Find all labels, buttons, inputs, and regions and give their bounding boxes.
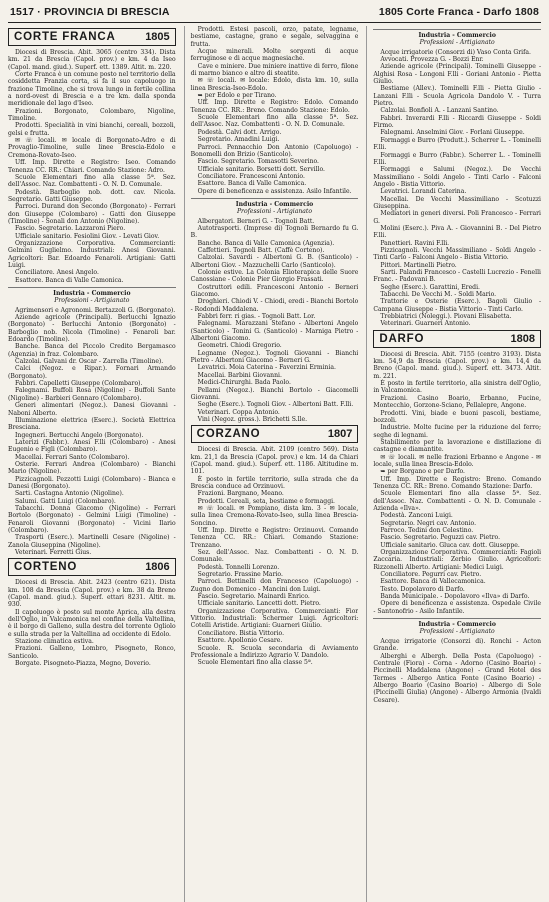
town-heading-corte-franca: CORTE FRANCA 1805: [8, 28, 176, 46]
entry: Prodotti. Vini, biade e buoni pascoli, bestiame, bozzoli.: [373, 409, 542, 424]
listing: Sarti. Castagna Antonio (Nigoline).: [15, 490, 124, 498]
entry: Segretario. Frassine Mario.: [197, 571, 283, 579]
listing: Tabacchi. Donna Giacomo (Nigoline) - Ferrari Bortolo (Borgonato) - Gelmini Luigi (Timoline) - Fenaroli Giovanni (Borgonato) - Vicini Ilario (Colombaro).: [8, 504, 176, 534]
listing: Vini (Negoz. gross.). Brichetti S.lle.: [197, 415, 308, 423]
entry: Opere di beneficenza e assistenza. Ospedale Civile - Santonofrio - Asilo Infantile.: [373, 600, 542, 615]
listing: Bestiame (Allev.). Tominelli F.lli - Pietta Giulio - Lanzani F.lli - Scuola Agricola Dandolo V. - Turra Pietro.: [373, 85, 542, 108]
entry: Esattore. Banca di Valle Camonica.: [15, 276, 124, 284]
entry: Fascio. Segretario. Tomasotti Severino.: [197, 158, 319, 166]
listing: Seghe (Eserc.). Tognoli Giov. - Albertoni Batt. F.lli.: [197, 401, 354, 409]
entry: Uff. Imp. Dirette e Registro: Breno. Comando Tenenza CC. RR.: Breno. Comando Stazione: Darfo.: [373, 475, 542, 490]
listing: Legname (Negoz.). Tognoli Giovanni - Bianchi Pietro - Albertoni Giacomo - Berneri G.: [190, 349, 359, 365]
entry: Prodotti. Specialità in vini bianchi, cereali, bozzoli, gelsi e frutta.: [8, 122, 176, 137]
entry: Fascio. Segretario. Peguzzi cav. Pietro.: [380, 534, 501, 542]
header-left: 1517 · PROVINCIA DI BRESCIA: [10, 6, 170, 18]
entry: Frazioni. Galleno, Lombro, Pisogneto, Ronco, Santicolo.: [8, 645, 176, 660]
entry: Podestà. Barboglio nob. dott. cav. Nicola. Segretario. Gatti Giuseppe.: [8, 188, 176, 203]
listing: Panettieri. Ravini F.lli.: [380, 239, 450, 247]
entry: ✉ ☏ locali. ✉ locale di Borgonato-Adro e di Provaglio-Timoline, sulle linee Brescia-Edolo e Cremona-Rovato-Iseo.: [8, 137, 176, 159]
entry: Diocesi di Brescia. Abit. 7155 (centro 3193). Dista km. 54,9 da Brescia (Capol. prov.) e km. 14,4 da Breno (Capol. mand. giud.). Superf. ett. 3473. Altit. m. 221.: [373, 350, 542, 380]
town-heading-corteno: CORTENO 1806: [8, 558, 176, 576]
listing: Molini (Eserc.). Piva A. - Giovannini B. - Del Pietro F.lli.: [373, 224, 542, 240]
entry: Conciliatore. Pegurri cav. Pietro.: [380, 571, 482, 579]
entry: Scuole Elementari fino alla classe 5ª. Sez. dell'Assoc. Naz. Combattenti - O. N. D. Comunale.: [8, 173, 176, 189]
entry: Stabilimento per la lavorazione e distillazione di castagne e diamantite.: [373, 438, 542, 454]
entry: Il capoluogo è posto sul monte Aprica, alla destra dell'Oglio, in Valcamonica nel confine della Valtellina, è il borgo di Galleno, sulla destra del torrente Ogliolo e sulla strada per la Valtellina ad occidente di Edolo.: [8, 608, 176, 638]
listing: Fabbri. Inverardi F.lli - Riccardi Giuseppe - Soldi Firmo.: [373, 114, 542, 130]
entry: Organizzazione Corporativa. Commercianti: Fagioli Zaccaria. Industriali: Zerbio Giulio. Agricoltori: Rizzonelli Alberto. Artigiani: Medici Luigi.: [373, 549, 542, 571]
listing: Veterinari. Guarneri Antonio.: [380, 320, 471, 328]
entry: Frazioni. Borgonato, Colombaro, Nigoline, Timoline.: [8, 107, 176, 123]
listing: Ingegneri. Bertucchi Angelo (Borgonato).: [15, 431, 144, 439]
listing: Tabacchi. De Vecchi M. - Soldi Mario.: [380, 291, 497, 299]
listing: Formaggi e Burro (Fabbr.). Scherrer L. - Tominelli F.lli.: [373, 151, 542, 166]
column-1: [8, 26, 176, 902]
listing: Falegnami. Anselmini Giov. - Forlani Giuseppe.: [380, 129, 525, 137]
listing: Illuminazione elettrica (Eserc.). Società Elettrica Bresciana.: [8, 416, 176, 432]
columns: [8, 26, 541, 902]
listing: Fabbri ferr. ri gias. - Tognoli Batt. Lor.: [197, 313, 316, 321]
section-heading: Industria - Commercio Professioni - Artigianato: [191, 198, 359, 216]
listing: Formaggi e Burro (Produtt.). Scherrer L. - Tominelli F.lli.: [373, 136, 542, 152]
entry: Sez. dell'Assoc. Naz. Combattenti - O. N. D. Comunale.: [190, 549, 359, 564]
entry: Conciliatore. Bistia Vittorio.: [197, 629, 285, 637]
entry: Ufficiale sanitario. Lancetti dott. Pietro.: [197, 600, 321, 608]
entry: Uff. Imp. Dirette e Registro: Orzinuovi. Comando Tenenza CC. RR.: Chiari. Comando Stazione: Trenzano.: [190, 527, 359, 549]
entry: ✉ ☏ locali. ✉ locale: Edolo, dista km. 10, sulla linea Brescia-Iseo-Edolo.: [190, 77, 359, 92]
entry: Scuole. R. Scuola secondaria di Avviamento Professionale a Indirizzo Agrario V. Dandolo.: [190, 644, 359, 659]
entry: Cave e miniere. Due miniere inattive di ferro, filone di marmo bianco e altro di steatite.: [190, 62, 359, 78]
entry: Uff. Imp. Dirette e Registro: Edolo. Comando Tenenza CC. RR.: Breno. Comando Stazione: Edolo.: [190, 99, 359, 114]
entry: Diocesi di Brescia. Abit. 3065 (centro 334). Dista km. 21 da Brescia (Capol. prov.) e km. 4 da Iseo (Capol. mand. giud.). Superf. ett. 1389. Altit. m. 220.: [8, 49, 176, 71]
entry: Stazione climatica estiva.: [15, 638, 94, 646]
entry: Segretario. Amadini Luigi.: [197, 136, 280, 144]
page-header: [8, 6, 541, 23]
listing: Caffettieri. Tognoli Batt. (Caffè Corteno).: [197, 246, 325, 254]
listing: Osterie. Ferrari Andrea (Colombaro) - Bianchi Mario (Nigoline).: [8, 460, 176, 476]
listing: Agrimensori e Agronomi. Bertazzoli G. (Borgonato).: [15, 306, 176, 314]
listing: Calzolai. Savardi - Albertoni G. B. (Santicolo) - Albertoni Giov. - Mazzuchelli Carlo (Santicolo).: [190, 254, 359, 269]
column-3: [366, 26, 541, 902]
listing: Acque irrigatorie (Consorzi di) Vaso Conta Grifa.: [380, 48, 531, 56]
entry: È posto in fertile territorio, sulla strada che da Brescia conduce ad Orzinuovi.: [190, 475, 359, 490]
listing: Avvocati. Provezza G. - Bozzi Enr.: [380, 56, 484, 64]
listing: Trasporti (Eserc.). Martinelli Cesare (Nigoline) - Zanola Giuseppina (Nigoline).: [8, 534, 176, 549]
entry: Fascio. Segretario. Lazzaroni Piero.: [15, 225, 126, 233]
entry: Scuole Elementari fino alla classe 5ª. Sez. dell'Assoc. Naz. Combattenti - O. N. D. Comunale.: [190, 114, 359, 129]
entry: Podestà. Calvi dott. Arrigo.: [197, 128, 282, 136]
entry: Prodotti. Estesi pascoli, orzo, patate, legname, bestiame, castagne, grano e segale, selvaggina e frutta.: [190, 26, 359, 48]
listing: Generi alimentari (Negoz.). Danesi Giovanni - Naboni Alberto.: [8, 402, 176, 417]
entry: Uff. Imp. Dirette e Registro: Iseo. Comando Tenenza CC. RR.: Chiari. Comando Stazione: Adro.: [8, 159, 176, 174]
entry: Podestà. Zanconi Luigi.: [380, 512, 453, 520]
listing: Trattorie e Osterie (Eserc.). Bagoli Giulio - Campana Giuseppe - Bistia Vittorio - Tinti Carlo.: [373, 298, 542, 313]
entry: Diocesi di Brescia. Abit. 2423 (centro 621). Dista km. 108 da Brescia (Capol. prov.) e km. 38 da Breno (Capol. mand. giud.). Superf. ettari 8231. Altit. m. 930.: [8, 579, 176, 609]
header-right: 1805 Corte Franca - Darfo 1808: [378, 6, 539, 18]
entry: Esattore. Apollonio Cesare.: [197, 637, 283, 645]
entry: Parroci. Pennacchio Don Antonio (Capoluogo) - Bonomelli don Brizio (Santicolo).: [190, 143, 359, 158]
listing: Geometri. Chiodi Gregorio.: [197, 342, 282, 350]
entry: ✉ ☏ locali. ✉ Pompiano, dista km. 3 - ✉ locale, sulla linea Cremona-Rovato-Iseo, sulla linea Brescia-Soncino.: [190, 504, 359, 527]
listing: Pizzicagnoli. Vecchi Massimiliano - Soldi Angelo - Tinti Carlo - Falconi Angelo - Bistia Vittorio.: [373, 246, 542, 262]
listing: Falegnami. Buffoli Rosa (Nigoline) - Buffoli Sante (Nigoline) - Barbieri Gennaro (Colombaro).: [8, 387, 176, 402]
listing: Mediatori in generi diversi. Poli Francesco - Ferrari G.: [373, 210, 542, 225]
entry: Segretario. Negri cav. Antonio.: [380, 519, 477, 527]
entry: Frazioni. Bargnano, Meano.: [197, 490, 284, 498]
entry: Conciliatore. Francesconi Antonio.: [197, 172, 305, 180]
listing: Seghe (Eserc.). Garattini, Eredi.: [380, 283, 480, 291]
listing: Laterizi (Fabbr.). Anesi F.lli (Colombaro) - Anesi Eugenio e Figli (Colombaro).: [8, 438, 176, 454]
listing: Macellai. Ferrari Santo (Colombaro).: [15, 453, 130, 461]
column-2: [184, 26, 359, 902]
entry: Organizzazione Corporativa. Commercianti: Fior Vittorio. Industriali: Schermer Luigi. Agricoltori: Cotelli Aristide. Artigiani: Guarneri Giulio.: [190, 607, 359, 630]
section-heading: Industria - Commercio Professioni - Artigianato: [373, 29, 541, 47]
entry: Opere di beneficenza e assistenza. Asilo Infantile.: [197, 187, 352, 195]
entry: Acque minerali. Molte sorgenti di acque ferruginose e di acque magnesiache.: [190, 48, 359, 63]
entry: Parroco. Tedini don Celestino.: [380, 527, 474, 534]
section-heading: Industria - Commercio Professioni - Artigianato: [8, 287, 176, 305]
entry: È posto in fertile territorio, alla sinistra dell'Oglio, in Valcamonica.: [373, 380, 542, 395]
listing: Medici-Chirurghi. Bada Paolo.: [197, 379, 291, 387]
listing: Aziende agricole (Principali). Tominelli Giuseppe - Alghisi Rosa - Longoni F.lli - Goriani Antonio - Pietta Giulio.: [373, 63, 542, 86]
listing: Trebbiatrici (Noleggi.). Piovani Elisabetta.: [380, 313, 512, 321]
listing: Macellai. Barbini Giovanni.: [197, 371, 282, 379]
entry: ➥ per Edolo e per Tirano.: [197, 92, 277, 100]
listing: Banche. Banca di Valle Camonica (Agenzia).: [197, 239, 335, 247]
listing: Sarti. Palandi Francesco - Castelli Lucrezio - Fenelli Franc. - Padovani B.: [373, 269, 542, 284]
listing: Pellami (Negoz.). Bianchi Bortolo - Giacomelli Giovanni.: [190, 386, 359, 401]
entry: Scuole Elementari fino alla classe 5ª. Sez. dell'Assoc. Naz. Combattenti - O. N. D. Comunale - Azienda «Ilva».: [373, 490, 542, 512]
listing: Salumi. Gatti Luigi (Colombaro).: [15, 497, 116, 505]
entry: Parroci. Bettinelli don Francesco (Capoluogo) - Zugno don Domenico - Mancini don Luigi.: [190, 578, 359, 593]
entry: Parroci. Durand don Secondo (Borgonato) - Ferrari don Giuseppe (Colombaro) - Gatti don Giuseppe (Timoline) - Sonali don Antonio (Nigoline).: [8, 203, 176, 225]
listing: Calzolai. Bonfioli A. - Lanzani Santino.: [380, 107, 499, 115]
listing: Aziende agricole (Principali). Berlucchi Ignazio (Borgonato) - Berlucchi Antonio (Borgonato) - Barboglio nob. Nicola (Timoline) - Fenaroli bar. Edoardo (Timoline).: [8, 314, 176, 344]
listing: Falegnami. Marazzani Stefano - Albertoni Angelo (Santicolo) - Tonini G. (Santicolo) - Marniga Pietro - Albertoni Giacomo.: [190, 320, 359, 343]
listing: Acque irrigatorie (Consorzi di). Ronchi - Acton Grande.: [373, 637, 542, 653]
entry: ✉ ☏ locali. ✉ nelle frazioni Erbanno e Angone - ✉ locale, sulla linea Brescia-Edolo.: [373, 453, 542, 468]
listing: Costruttori edili. Francesconi Antonio - Berneri Giacomo.: [190, 283, 359, 299]
entry: Esattore. Banca di Valle Camonica.: [197, 180, 307, 188]
entry: Esattore. Banca di Vallecamonica.: [380, 578, 486, 586]
listing: Pizzicagnoli. Pezzotti Luigi (Colombaro) - Bianca e Danesi (Borgonato).: [8, 475, 176, 490]
listing: Levatrici. Moia Caterina - Faverzini Erminia.: [197, 364, 336, 372]
entry: Podestà. Tonnelli Lorenzo.: [197, 563, 280, 571]
town-heading-corzano: CORZANO 1807: [191, 425, 359, 443]
entry: ➥ per Borgano e per Darfo.: [380, 468, 465, 476]
entry: Scuole Elementari fino alla classe 5ª.: [197, 659, 313, 667]
listing: Autotrasporti. (Imprese di) Tognoli Bernardo fu G. B.: [190, 224, 359, 240]
entry: Organizzazione Corporativa. Commercianti: Gelmini Guglielmo. Industriali: Anesi Giovanni. Agricoltori: Bar. Edoardo Fenaroli. Artigiani: Gatti Luigi.: [8, 239, 176, 269]
entry: Diocesi di Brescia. Abit. 2109 (centro 569). Dista km. 21,1 da Brescia (Capol. prov.) e km. 14 da Chiari (Capol. mand. giud.). Superf. ett. 1186. Altitudine m. 101.: [190, 446, 359, 476]
entry: Borgate. Pisogneto-Piazza, Megno, Doverio.: [15, 660, 151, 668]
listing: Colonie estive. La Colonia Elioterapica delle Suore Canossiane - Colonie Pier Giorgio Frassati.: [190, 269, 359, 284]
listing: Fabbri. Capelletti Giuseppe (Colombaro).: [15, 380, 143, 388]
entry: Corte Franca è un comune posto nel territorio della cosiddetta Franzia corta, si fa il suo capoluogo in frazione Timoline, che si trova lungo in fertile collina a nord-ovest di Brescia e a tre km. dalla sponda meridionale del lago d'Iseo.: [8, 71, 176, 108]
listing: Pittori. Martinelli Pietro.: [380, 261, 457, 269]
entry: Fascio. Segretario. Mainardi Enrico.: [197, 593, 310, 601]
entry: Testo. Dopolavoro di Darfo.: [380, 585, 465, 593]
listing: Levatrici. Lorandi Caterina.: [380, 188, 467, 196]
entry: Banda Municipale. - Dopolavoro «Ilva» di Darfo.: [380, 593, 530, 601]
entry: Prodotti. Cereali, seta, bestiame e formaggi.: [197, 497, 335, 505]
section-heading: Industria - Commercio Professioni - Artigianato: [373, 618, 541, 636]
entry: Ufficiale sanitario. Gluca cav. dott. Giuseppe.: [380, 541, 520, 549]
listing: Droghieri. Chiodi V. - Chiodi, eredi - Bianchi Bortolo - Rodondi Maddalena.: [190, 298, 359, 313]
listing: Alberghi e Albergh. Della Posta (Capoluogo) - Centrale (Fiora) - Corna - Adorno (Casino Boario) - Piccinelli Maddalena (Angone) - Grand Hotel des Termes - Albergo Antica Fonte (Casino Boario) - Albergo Boario (Casino Boario) - Albergo di Sole (Piccinelli Giulia) (Angone) - Albergo Armonia (Ivaldi Cesare).: [373, 652, 542, 704]
listing: Albergatori. Berneri G. - Tognoli Batt.: [197, 217, 315, 225]
listing: Formaggi e Salumi (Negoz.). De Vecchi Massimiliano - Soldi Angelo - Tinti Carlo - Falconi Angelo - Bistia Vittorio.: [373, 166, 542, 188]
listing: Macellai. De Vecchi Massimiliano - Scotuzzi Giuseppina.: [373, 195, 542, 210]
entry: Conciliatore. Anesi Angelo.: [15, 269, 99, 277]
entry: Frazioni. Casino Boario, Erbanno, Fucine, Montecchio, Gorzone-Sciano, Pellalepre, Angone.: [373, 394, 542, 410]
listing: Calci (Negoz. e Ripar.). Fornari Armando (Borgonato).: [8, 365, 176, 380]
entry: Industrie. Molte fucine per la riduzione del ferro; seghe di legnami.: [373, 424, 542, 439]
listing: Banche. Banca del Piccolo Credito Bergamasco (Agenzia) in fraz. Colombaro.: [8, 343, 176, 358]
listing: Veterinari. Ferretti Gius.: [15, 549, 92, 557]
town-heading-darfo: DARFO 1808: [373, 330, 541, 348]
listing: Calzolai. Galvani dr. Oscar - Zarrella (Timoline).: [15, 358, 164, 366]
entry: Ufficiale sanitario. Fesiolini Giov. - Levati Giov.: [15, 232, 160, 240]
listing: Veterinari. Coppa Antonio.: [197, 408, 280, 416]
entry: Ufficiale sanitario. Borsetti dott. Servillo.: [197, 165, 325, 173]
